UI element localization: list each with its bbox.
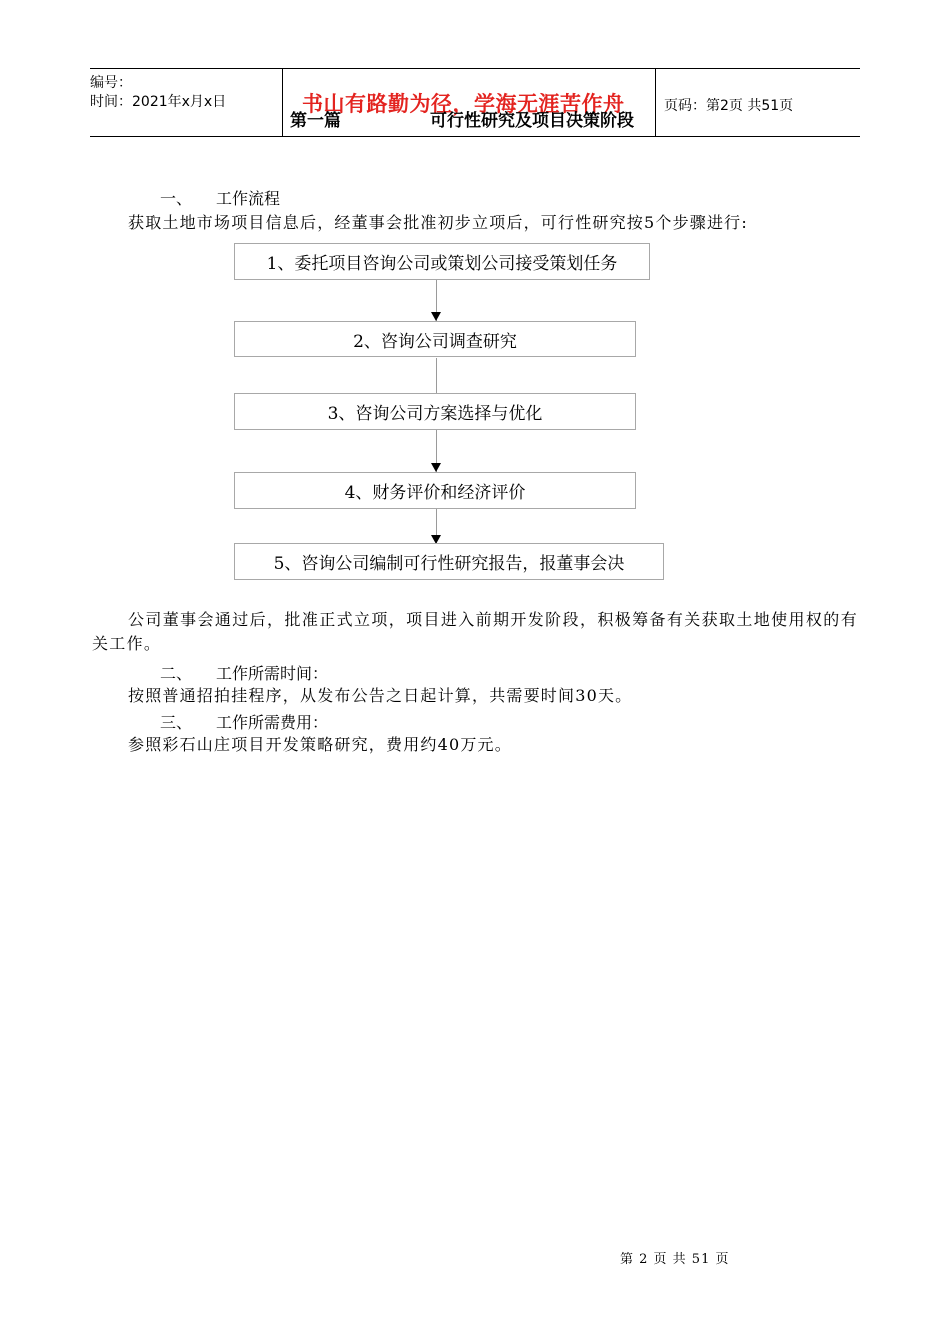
flow-step-2: 2、咨询公司调查研究 (234, 321, 636, 357)
header-bottom-rule (90, 136, 860, 137)
flow-step-1: 1、委托项目咨询公司或策划公司接受策划任务 (234, 243, 650, 280)
section-2-heading (160, 661, 328, 684)
flow-step-5: 5、咨询公司编制可行性研究报告，报董事会决 (234, 543, 664, 580)
flow-arrow-1 (431, 312, 441, 321)
section-3-body: 参照彩石山庄项目开发策略研究，费用约40万元。 (128, 735, 512, 754)
header-divider-right (655, 68, 656, 136)
header-chapter-title: 可行性研究及项目决策阶段 (430, 111, 634, 131)
header-motto: 书山有路勤为径，学海无涯苦作舟 (302, 92, 625, 116)
flow-arrow-3 (431, 463, 441, 472)
section-1-title: 工作流程 (216, 189, 281, 208)
page-footer: 第 2 页 共 51 页 (620, 1252, 730, 1267)
section-2-title: 工作所需时间： (216, 664, 329, 683)
header-time-label: 时间：2021年x月x日 (90, 94, 227, 110)
section-1-heading (160, 186, 280, 209)
header-chapter-part: 第一篇 (290, 111, 341, 131)
header-number-label: 编号： (90, 75, 132, 91)
section-2-body: 按照普通招拍挂程序，从发布公告之日起计算，共需要时间30天。 (128, 686, 633, 705)
header-page-label: 页码：第2页 共51页 (664, 98, 794, 114)
header-divider-left (282, 68, 283, 136)
flow-connector-2 (436, 358, 437, 393)
section-3-heading (160, 710, 328, 733)
section-3-number: 三、 (160, 713, 193, 732)
section-1-number: 一、 (160, 189, 193, 208)
section-3-title: 工作所需费用： (216, 713, 329, 732)
after-flow-paragraph: 公司董事会通过后，批准正式立项，项目进入前期开发阶段，积极筹备有关获取土地使用权的有关工作。 (92, 610, 858, 653)
flow-step-3: 3、咨询公司方案选择与优化 (234, 393, 636, 430)
header-top-rule (90, 68, 860, 69)
section-2-number: 二、 (160, 664, 193, 683)
section-1-intro: 获取土地市场项目信息后，经董事会批准初步立项后，可行性研究按5个步骤进行: (128, 213, 748, 232)
flow-step-4: 4、财务评价和经济评价 (234, 472, 636, 509)
